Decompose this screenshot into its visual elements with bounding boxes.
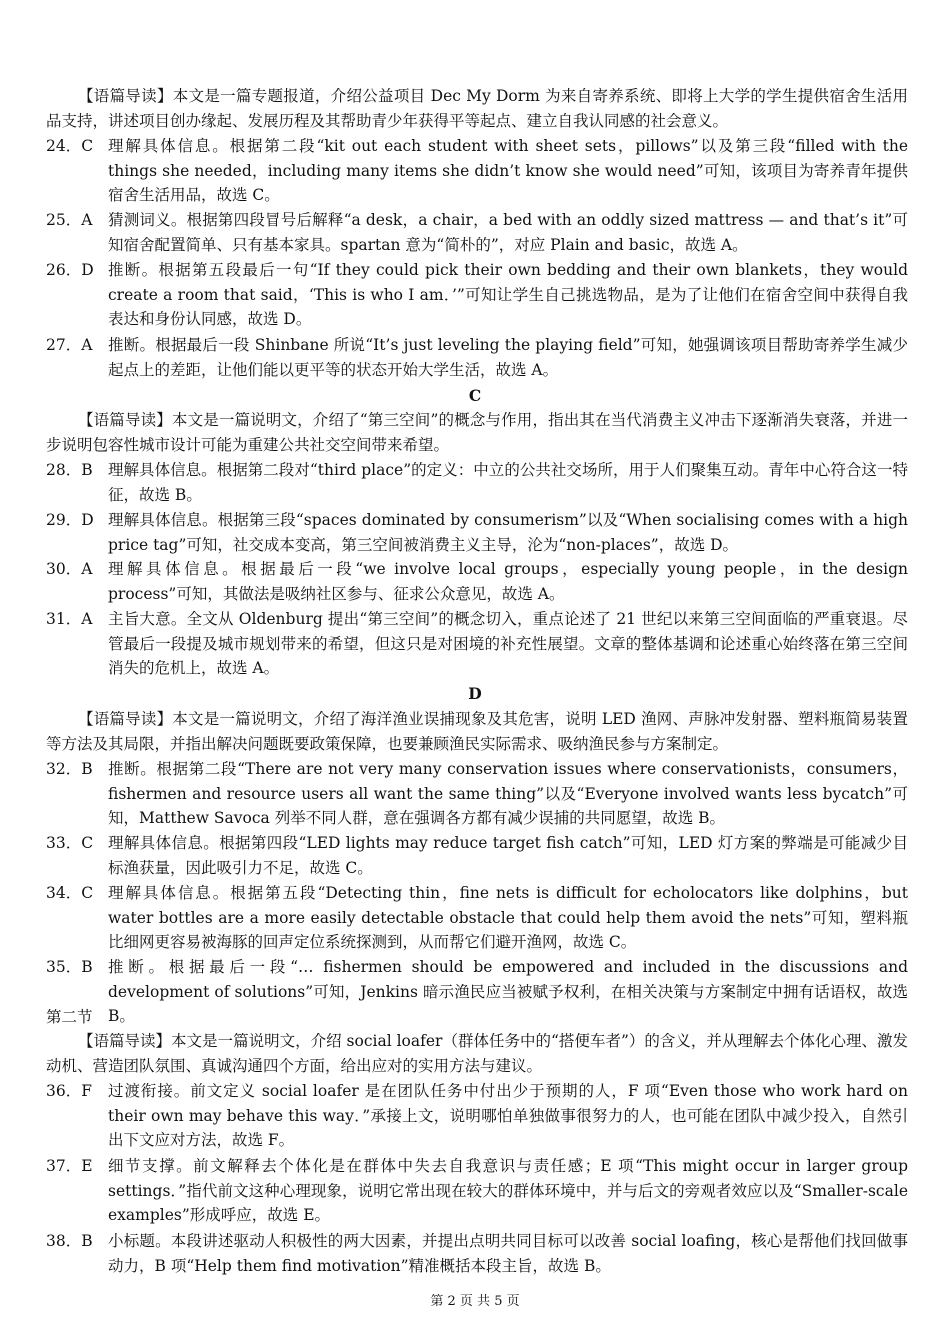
answer-number: 31．A [46,610,93,628]
answer-number: 27．A [46,336,93,354]
answer-item-37 [46,1154,908,1228]
answer-item-38 [46,1229,908,1278]
answer-number: 26．D [46,261,94,279]
answer-explanation: 理解具体信息。根据第二段对“third place”的定义：中立的公共社交场所，用于人们聚集互动。青年中心符合这一特征，故选 B。 [108,461,908,504]
answer-number: 25．A [46,211,93,229]
answer-explanation: 细节支撑。前文解释去个体化是在群体中失去自我意识与责任感；E 项“This might occur in larger group settings．”指代前文这种心理现象，说明它常出现在较大的群体环境中，并与后文的旁观者效应以及“Smaller-scale examples”形成呼应，故选 E。 [108,1157,908,1225]
answer-explanation: 推断。根据最后一段 Shinbane 所说“It’s just leveling the playing field”可知，她强调该项目帮助寄养学生减少起点上的差距，让他们能以更平等的状态开始大学生活，故选 A。 [108,336,908,379]
answer-item-33 [46,831,908,880]
answer-explanation: 猜测词义。根据第四段冒号后解释“a desk，a chair，a bed with an oddly sized mattress — and that’s it”可知宿舍配置简单、只有基本家具。spartan 意为“简朴的”，对应 Plain and basic，故选 A。 [108,211,908,254]
passage-guide-d: 【语篇导读】本文是一篇说明文，介绍了海洋渔业误捕现象及其危害，说明 LED 渔网、声脉冲发射器、塑料瓶简易装置等方法及其局限，并指出解决问题既要政策保障，也要兼顾渔民实际需求、吸纳渔民参与方案制定。 [46,710,908,753]
answer-number: 35．B [46,958,93,976]
answer-explanation: 理解具体信息。根据第二段“kit out each student with sheet sets，pillows”以及第三段“filled with the things she needed，including many items she didn’t know she would need”可知，该项目为寄养青年提供宿舍生活用品，故选 C。 [108,137,908,205]
answer-item-24 [46,134,908,208]
answer-number: 28．B [46,461,93,479]
part-two-heading: 第二节 [46,1008,93,1026]
passage-guide-c: 【语篇导读】本文是一篇说明文，介绍了“第三空间”的概念与作用，指出其在当代消费主义冲击下逐渐消失衰落，并进一步说明包容性城市设计可能为重建公共社交空间带来希望。 [46,411,908,454]
answer-item-25 [46,208,908,257]
answer-item-34 [46,881,908,955]
answer-explanation: 理解具体信息。根据第三段“spaces dominated by consumerism”以及“When socialising comes with a high price tag”可知，社交成本变高，第三空间被消费主义主导，沦为“non-places”，故选 D。 [108,511,908,554]
answer-item-36 [46,1079,908,1153]
answer-item-31 [46,607,908,681]
answer-item-32 [46,757,908,831]
answer-item-35 [46,955,908,1029]
answer-number: 30．A [46,560,93,578]
answer-explanation: 推断。根据第二段“There are not very many conservation issues where conservationists，consumers，fishermen and resource users all want the same thing”以及“Everyone involved wants less bycatch”可知，Matthew Savoca 列举不同人群，意在强调各方都有减少误捕的共同愿望，故选 B。 [108,760,908,828]
answer-number: 34．C [46,884,94,902]
answer-number: 36．F [46,1082,92,1100]
answer-explanation: 理解具体信息。根据第四段“LED lights may reduce target fish catch”可知，LED 灯方案的弊端是可能减少目标渔获量，因此吸引力不足，故选 C。 [108,834,908,877]
answer-explanation: 小标题。本段讲述驱动人积极性的两大因素，并提出点明共同目标可以改善 social loafing，核心是帮他们找回做事动力，B 项“Help them find motivation”精准概括本段主旨，故选 B。 [108,1232,908,1275]
answer-number: 33．C [46,834,94,852]
answer-item-30 [46,557,908,606]
page-number-footer: 第 2 页 共 5 页 [430,1294,520,1309]
answer-item-28 [46,458,908,507]
passage-guide-b: 【语篇导读】本文是一篇专题报道，介绍公益项目 Dec My Dorm 为来自寄养系统、即将上大学的学生提供宿舍生活用品支持，讲述项目创办缘起、发展历程及其帮助青少年获得平等起点、建立自我认同感的社会意义。 [46,87,908,130]
answer-number: 32．B [46,760,93,778]
section-heading-d: D [468,684,482,703]
answer-item-27 [46,333,908,382]
answer-number: 24．C [46,137,94,155]
answer-explanation: 理解具体信息。根据最后一段“we involve local groups，especially young people，in the design process”可知，其做法是吸纳社区参与、征求公众意见，故选 A。 [108,560,908,603]
answer-number: 37．E [46,1157,93,1175]
answer-explanation: 推断。根据最后一段“… fishermen should be empowered and included in the discussions and development of solutions”可知，Jenkins 暗示渔民应当被赋予权利，在相关决策与方案制定中拥有话语权，故选 B。 [108,958,908,1026]
passage-guide-part-two: 【语篇导读】本文是一篇说明文，介绍 social loafer（群体任务中的“搭便车者”）的含义，并从理解去个体化心理、激发动机、营造团队氛围、真诚沟通四个方面，给出应对的实用方法与建议。 [46,1032,908,1075]
answer-number: 29．D [46,511,94,529]
answer-explanation: 主旨大意。全文从 Oldenburg 提出“第三空间”的概念切入，重点论述了 21 世纪以来第三空间面临的严重衰退。尽管最后一段提及城市规划带来的希望，但这只是对困境的补充性展望。文章的整体基调和论述重心始终落在第三空间消失的危机上，故选 A。 [108,610,908,678]
answer-item-26 [46,258,908,332]
answer-item-29 [46,508,908,557]
answer-explanation: 推断。根据第五段最后一句“If they could pick their own bedding and their own blankets，they would create a room that said，‘This is who I am．’”可知让学生自己挑选物品，是为了让他们在宿舍空间中获得自我表达和身份认同感，故选 D。 [108,261,908,329]
section-heading-c: C [468,386,482,405]
answer-explanation: 过渡衔接。前文定义 social loafer 是在团队任务中付出少于预期的人，F 项“Even those who work hard on their own may behave this way．”承接上文，说明哪怕单独做事很努力的人，也可能在团队中减少投入，自然引出下文应对方法，故选 F。 [108,1082,908,1150]
answer-number: 38．B [46,1232,93,1250]
answer-explanation: 理解具体信息。根据第五段“Detecting thin，fine nets is difficult for echolocators like dolphins，but water bottles are a more easily detectable obstacle that could help them avoid the nets”可知，塑料瓶比细网更容易被海豚的回声定位系统探测到，从而帮它们避开渔网，故选 C。 [108,884,908,952]
